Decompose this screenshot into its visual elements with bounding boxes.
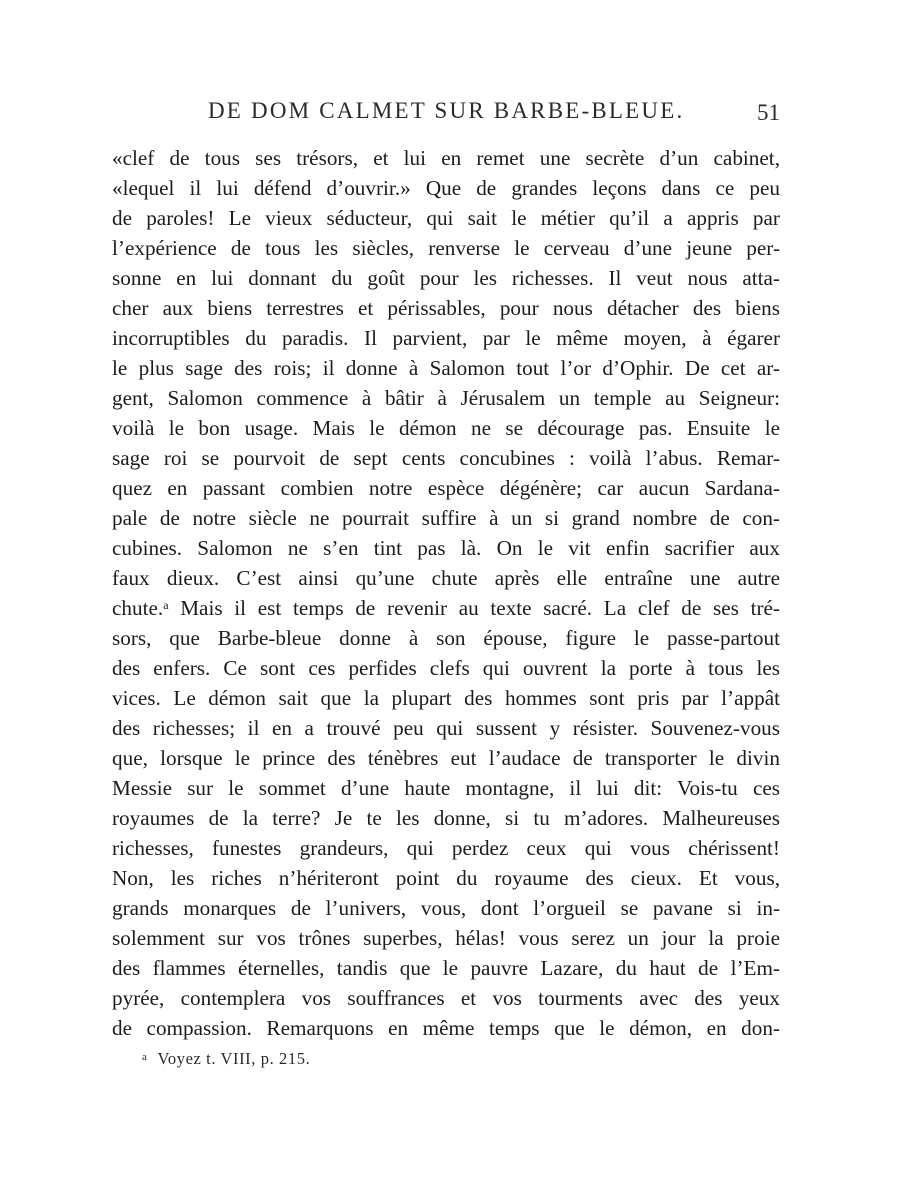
- text-line: sonne en lui donnant du goût pour les richesses. Il veut nous atta-: [112, 266, 780, 290]
- footnote-ref-word: chute.: [112, 596, 164, 620]
- text-line: grands monarques de l’univers, vous, dont l’orgueil se pavane si in-: [112, 896, 780, 920]
- body-text: [112, 143, 780, 1043]
- text-line: faux dieux. C’est ainsi qu’une chute après elle entraîne une autre: [112, 566, 780, 590]
- text-line-rest: Mais il est temps de revenir au texte sacré. La clef de ses tré-: [168, 596, 780, 620]
- text-line: solemment sur vos trônes superbes, hélas! vous serez un jour la proie: [112, 926, 780, 950]
- text-line: des flammes éternelles, tandis que le pauvre Lazare, du haut de l’Em-: [112, 956, 780, 980]
- text-line: sage roi se pourvoit de sept cents concubines : voilà l’abus. Remar-: [112, 446, 780, 470]
- text-line: de compassion. Remarquons en même temps que le démon, en don-: [112, 1016, 780, 1040]
- text-line: des richesses; il en a trouvé peu qui sussent y résister. Souvenez-vous: [112, 716, 780, 740]
- footnote: [142, 1049, 310, 1069]
- text-line: «lequel il lui défend d’ouvrir.» Que de grandes leçons dans ce peu: [112, 176, 780, 200]
- running-head: [112, 98, 780, 132]
- text-line: des enfers. Ce sont ces perfides clefs qui ouvrent la porte à tous les: [112, 656, 780, 680]
- text-line: de paroles! Le vieux séducteur, qui sait le métier qu’il a appris par: [112, 206, 780, 230]
- text-line: Messie sur le sommet d’une haute montagne, il lui dit: Vois-tu ces: [112, 776, 780, 800]
- text-line: quez en passant combien notre espèce dégénère; car aucun Sardana-: [112, 476, 780, 500]
- text-line: Non, les riches n’hériteront point du royaume des cieux. Et vous,: [112, 866, 780, 890]
- running-title: DE DOM CALMET SUR BARBE-BLEUE.: [208, 98, 685, 123]
- text-line: cher aux biens terrestres et périssables, pour nous détacher des biens: [112, 296, 780, 320]
- text-line: sors, que Barbe-bleue donne à son épouse, figure le passe-partout: [112, 626, 780, 650]
- text-line: que, lorsque le prince des ténèbres eut l’audace de transporter le divin: [112, 746, 780, 770]
- footnote-text: Voyez t. VIII, p. 215.: [157, 1049, 311, 1068]
- text-line: pyrée, contemplera vos souffrances et vos tourments avec des yeux: [112, 986, 780, 1010]
- footnote-marker: a: [142, 1051, 148, 1063]
- text-line: [112, 593, 780, 623]
- footnote-ref-mark: a: [163, 598, 169, 612]
- page-number: 51: [757, 100, 780, 125]
- text-line: pale de notre siècle ne pourrait suffire à un si grand nombre de con-: [112, 506, 780, 530]
- text-line: incorruptibles du paradis. Il parvient, par le même moyen, à égarer: [112, 326, 780, 350]
- text-line: cubines. Salomon ne s’en tint pas là. On le vit enfin sacrifier aux: [112, 536, 780, 560]
- text-line: le plus sage des rois; il donne à Salomon tout l’or d’Ophir. De cet ar-: [112, 356, 780, 380]
- text-line: vices. Le démon sait que la plupart des hommes sont pris par l’appât: [112, 686, 780, 710]
- text-line: voilà le bon usage. Mais le démon ne se décourage pas. Ensuite le: [112, 416, 780, 440]
- text-line: l’expérience de tous les siècles, renverse le cerveau d’une jeune per-: [112, 236, 780, 260]
- text-line: royaumes de la terre? Je te les donne, si tu m’adores. Malheureuses: [112, 806, 780, 830]
- text-line: gent, Salomon commence à bâtir à Jérusalem un temple au Seigneur:: [112, 386, 780, 410]
- text-line: «clef de tous ses trésors, et lui en remet une secrète d’un cabinet,: [112, 146, 780, 170]
- text-line: richesses, funestes grandeurs, qui perdez ceux qui vous chérissent!: [112, 836, 780, 860]
